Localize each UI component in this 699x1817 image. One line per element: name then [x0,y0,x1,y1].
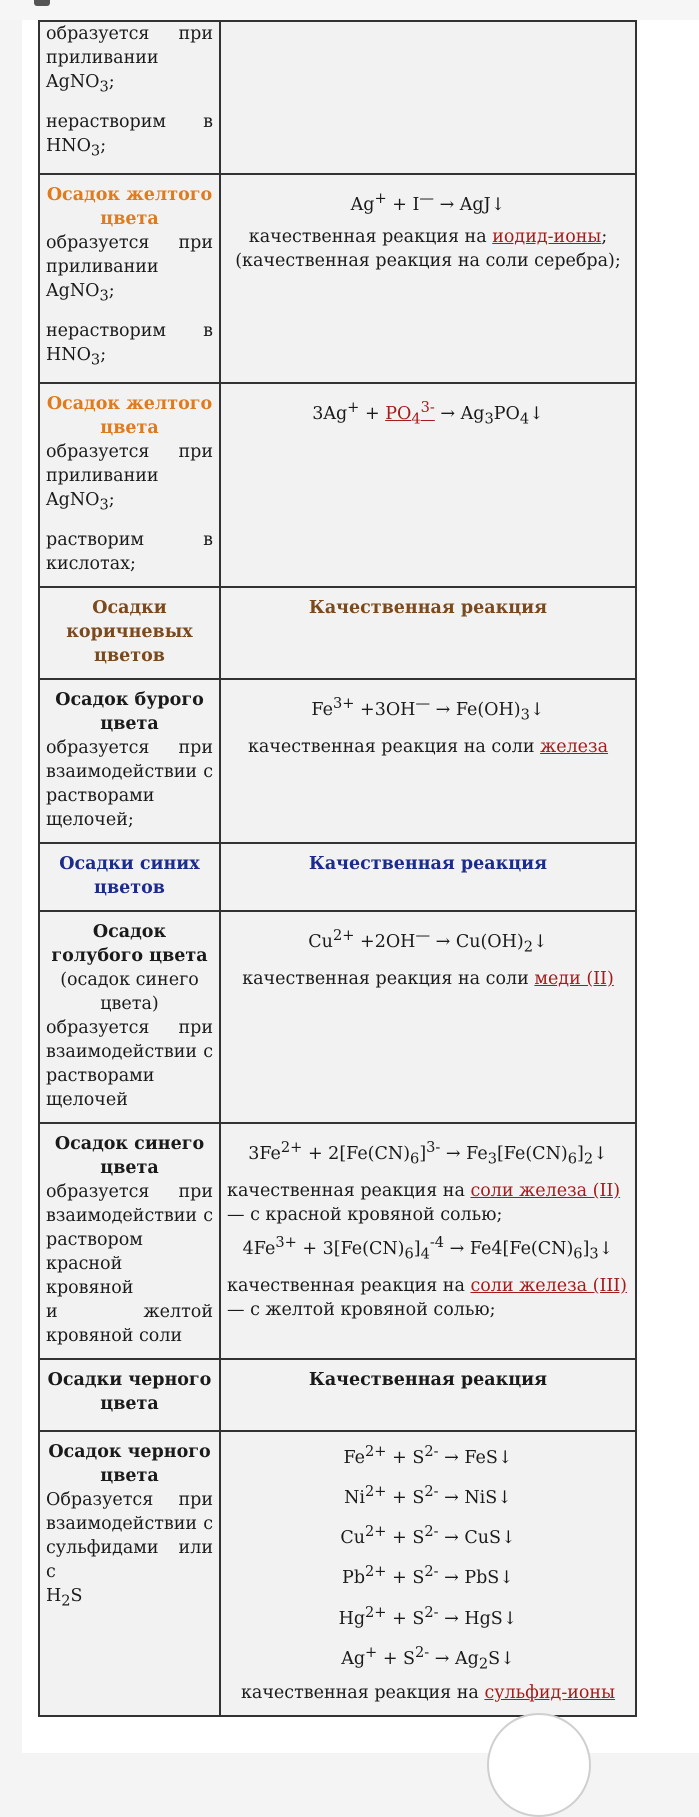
sulfide-ions-link[interactable]: сульфид-ионы [484,1683,616,1704]
desc-line: раствором [46,1229,143,1250]
precipitate-title: Осадок синего цвета [54,1133,205,1178]
sulfide-equations [227,1440,629,1677]
toolbar-tab-button[interactable] [34,0,50,6]
desc-line: Образуется при [46,1489,213,1510]
reaction-equation: $3Fe^{2+} + 2[Fe(CN)_6]^{3-}$ → $Fe_3[Fe(CN)_6]_2↓$ [248,1138,608,1167]
reaction-equation: $Ni^{2+} + S^{2-}$ → NiS↓ [344,1482,512,1508]
section-reaction-title: Качественная реакция [308,1369,548,1390]
description-cell [39,911,220,1123]
reaction-note: качественная реакция на соли железа (III) — с желтой кровяной солью; [227,1276,628,1321]
desc-line: растворами [46,785,155,806]
precipitate-title: Осадок бурого цвета [55,689,204,734]
reaction-note: качественная реакция на соли железа (II) — с красной кровяной солью; [227,1180,621,1225]
desc-line: образуется при [46,737,213,758]
reaction-cell [220,679,636,843]
description-cell [39,1123,220,1359]
reaction-note: (качественная реакция на соли серебра); [235,250,621,271]
desc-line: приливании [46,48,159,68]
desc-line: образуется при [46,1181,213,1202]
desc-line: взаимодействии с [46,761,213,782]
reaction-equation: $Pb^{2+} + S^{2-}$ → PbS↓ [342,1563,514,1589]
reaction-note: качественная реакция на иодид-ионы; [248,226,608,247]
precipitate-title: Осадок черного цвета [48,1441,211,1486]
reagent-formula: AgNO$_3$; [46,490,115,514]
desc-line: образуется при [46,233,213,253]
section-header-cell [220,587,636,679]
section-title: Осадки синих цветов [59,853,200,898]
section-header-cell [220,843,636,911]
section-header-cell [39,587,220,679]
desc-line: взаимодействии с [46,1041,213,1062]
reaction-note: качественная реакция на соли меди (II) [242,968,614,989]
precipitate-subtitle: (осадок синего цвета) [60,969,199,1014]
reaction-cell [220,21,636,174]
reaction-note: качественная реакция на сульфид-ионы [240,1683,616,1704]
table-row [39,1123,636,1359]
reaction-equation: $Hg^{2+} + S^{2-}$ → HgS↓ [338,1603,518,1629]
section-reaction-title: Качественная реакция [308,853,548,874]
desc-line: образуется при [46,24,213,44]
reaction-cell [220,1431,636,1717]
reaction-equation: $Fe^{2+} + S^{2-}$ → FeS↓ [343,1442,513,1468]
reaction-cell [220,383,636,587]
desc-line: образуется при [46,442,213,462]
phosphate-link[interactable]: $PO_4^{3-}$ [385,399,435,428]
scroll-fab-button[interactable] [487,1713,591,1817]
iron-ii-link[interactable]: соли железа (II) [470,1180,621,1201]
desc-line: взаимодействии с [46,1513,213,1534]
desc-line: щелочей [46,1089,128,1110]
solubility-line: кислотах; [46,553,136,574]
reaction-note: качественная реакция на соли железа [247,736,609,757]
solubility-line: нерастворим в [46,320,213,341]
reaction-cell [220,911,636,1123]
reaction-equation: $Cu^{2+} +2OH^—$ → $Cu(OH)_2↓$ [308,926,548,955]
section-header-row [39,587,636,679]
precipitate-title: Осадок желтого цвета [46,185,213,229]
top-toolbar [0,0,699,20]
description-cell [39,21,220,174]
section-header-cell [39,1359,220,1431]
desc-line: $H_2S$ [46,1585,83,1609]
reaction-equation: Ag+ + I— → AgJ↓ [350,190,506,215]
solubility-line: нерастворим в [46,111,213,132]
table-row [39,21,636,174]
description-cell [39,383,220,587]
reagent-formula: AgNO$_3$; [46,281,115,305]
reaction-equation: $Ag^+ + S^{2-}$ → $Ag_2S↓$ [341,1644,515,1673]
section-reaction-title: Качественная реакция [308,597,548,618]
desc-line: кровяной соли [46,1325,183,1346]
precipitate-title: Осадок голубого цвета [51,921,208,966]
copper-link[interactable]: меди (II) [534,968,614,989]
desc-line: взаимодействии с [46,1205,213,1226]
reaction-equation: $4Fe^{3+} + 3[Fe(CN)_6]_4^{-4}$ → $Fe4[Fe(CN)_6]_3↓$ [242,1233,614,1263]
section-title: Осадки коричневых цветов [66,597,193,666]
solubility-line: растворим в [46,529,213,550]
acid-formula: $HNO_3$; [46,344,107,368]
table-row [39,174,636,383]
acid-formula: $HNO_3$; [46,135,107,159]
section-header-row [39,1359,636,1431]
desc-line: растворами [46,1065,155,1086]
section-header-row [39,843,636,911]
reagent-formula: AgNO$_3$; [46,72,115,96]
desc-line: сульфидами или с [46,1537,213,1582]
reaction-cell [220,174,636,383]
section-header-cell [39,843,220,911]
iron-iii-link[interactable]: соли железа (III) [470,1276,628,1297]
table-row [39,911,636,1123]
reaction-equation: $3Ag^+ + PO_4^{3-}$ → $Ag_3PO_4↓$ [312,399,544,428]
precipitates-table [38,20,637,1717]
desc-line: образуется при [46,1017,213,1038]
iodide-ions-link[interactable]: иодид-ионы [492,226,602,247]
reaction-equation: $Fe^{3+} +3OH^—$ → $Fe(OH)_3↓$ [311,694,545,723]
desc-line: приливании [46,466,159,486]
desc-line: приливании [46,257,159,277]
description-cell [39,679,220,843]
description-cell [39,1431,220,1717]
reaction-cell [220,1123,636,1359]
desc-line: щелочей; [46,809,134,830]
desc-line: и желтой [46,1301,213,1322]
table-row [39,1431,636,1717]
section-title: Осадки черного цвета [47,1369,212,1414]
desc-line: красной кровяной [46,1253,134,1298]
iron-link[interactable]: железа [540,736,609,757]
description-cell [39,174,220,383]
reaction-equation: $Cu^{2+} + S^{2-}$ → CuS↓ [340,1523,516,1548]
table-row [39,383,636,587]
section-header-cell [220,1359,636,1431]
precipitate-title: Осадок желтого цвета [46,394,213,438]
table-row [39,679,636,843]
